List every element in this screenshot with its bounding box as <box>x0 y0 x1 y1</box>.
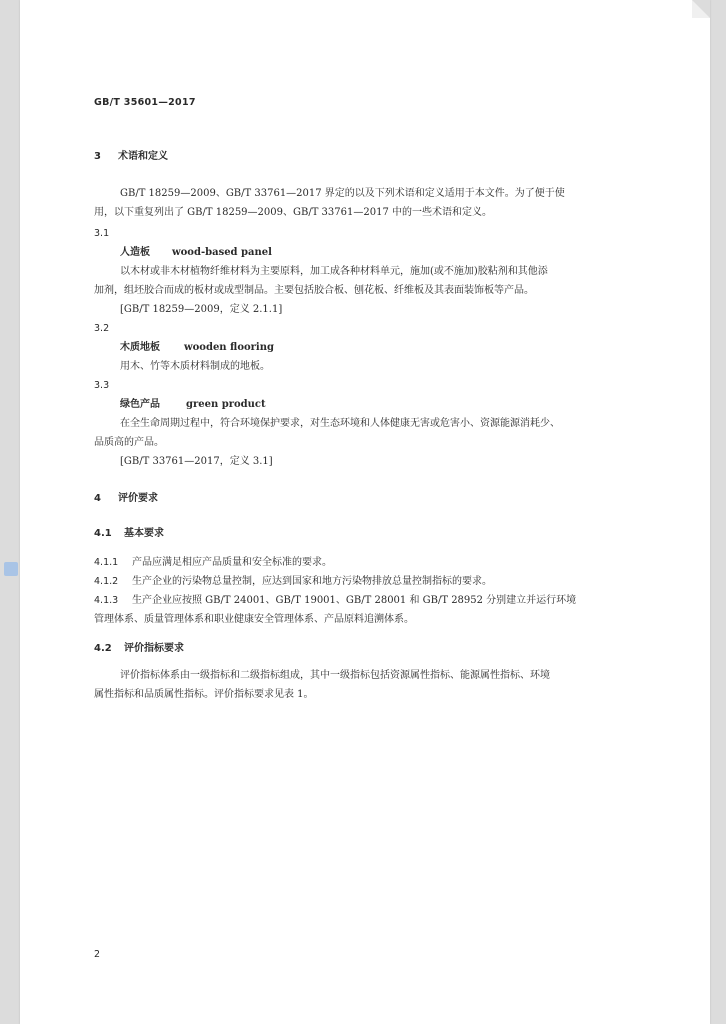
term-3-2-cn: 木质地板 <box>120 342 160 353</box>
section-4-title: 评价要求 <box>118 493 158 504</box>
term-3-3-def-line-2: 品质高的产品。 <box>94 437 164 448</box>
item-4-1-3-text-line-1: 生产企业应按照 GB/T 24001、GB/T 19001、GB/T 28001 和 GB/T 28952 分别建立并运行环境 <box>132 595 577 606</box>
term-3-1-def-line-1: 以木材或非木材植物纤维材料为主要原料，加工成各种材料单元，施加(或不施加)胶粘剂和其他添 <box>120 266 548 277</box>
document-page <box>20 0 710 1024</box>
page-number: 2 <box>94 949 101 960</box>
standard-header: GB/T 35601—2017 <box>94 97 196 108</box>
item-4-1-3-text-line-2: 管理体系、质量管理体系和职业健康安全管理体系、产品原料追溯体系。 <box>94 614 414 625</box>
section-4-1-title: 基本要求 <box>124 528 164 539</box>
side-tab-marker[interactable] <box>4 562 18 576</box>
intro-line-1: GB/T 18259—2009、GB/T 33761—2017 界定的以及下列术语和定义适用于本文件。为了便于使 <box>120 188 565 199</box>
item-4-1-3-number: 4.1.3 <box>94 595 119 606</box>
term-3-3-cn: 绿色产品 <box>120 399 160 410</box>
section-3-title: 术语和定义 <box>118 151 168 162</box>
section-4-number: 4 <box>94 493 101 504</box>
term-3-1-source: [GB/T 18259—2009，定义 2.1.1] <box>120 304 283 315</box>
section-4-1-number: 4.1 <box>94 528 112 539</box>
section-4-2-para-line-2: 属性指标和品质属性指标。评价指标要求见表 1。 <box>94 689 314 700</box>
item-4-1-1-text: 产品应满足相应产品质量和安全标准的要求。 <box>132 557 332 568</box>
term-3-3-def-line-1: 在全生命周期过程中，符合环境保护要求，对生态环境和人体健康无害或危害小、资源能源消耗少、 <box>120 418 560 429</box>
section-3-number: 3 <box>94 151 101 162</box>
item-4-1-1-number: 4.1.1 <box>94 557 119 568</box>
term-3-2-number: 3.2 <box>94 323 110 334</box>
term-3-3-en: green product <box>186 399 266 410</box>
section-4-2-number: 4.2 <box>94 643 112 654</box>
section-4-2-para-line-1: 评价指标体系由一级指标和二级指标组成，其中一级指标包括资源属性指标、能源属性指标、环境 <box>120 670 550 681</box>
term-3-2-def-line-1: 用木、竹等木质材料制成的地板。 <box>120 361 270 372</box>
term-3-1-def-line-2: 加剂，组坯胶合而成的板材或成型制品。主要包括胶合板、刨花板、纤维板及其表面装饰板等产品。 <box>94 285 534 296</box>
term-3-1-en: wood-based panel <box>172 247 272 258</box>
intro-line-2: 用，以下重复列出了 GB/T 18259—2009、GB/T 33761—2017 中的一些术语和定义。 <box>94 207 492 218</box>
term-3-3-source: [GB/T 33761—2017，定义 3.1] <box>120 456 273 467</box>
item-4-1-2-number: 4.1.2 <box>94 576 119 587</box>
term-3-2-en: wooden flooring <box>184 342 274 353</box>
term-3-1-number: 3.1 <box>94 228 110 239</box>
section-4-2-title: 评价指标要求 <box>124 643 184 654</box>
term-3-1-cn: 人造板 <box>120 247 150 258</box>
item-4-1-2-text: 生产企业的污染物总量控制，应达到国家和地方污染物排放总量控制指标的要求。 <box>132 576 492 587</box>
page-corner <box>692 0 710 18</box>
term-3-3-number: 3.3 <box>94 380 110 391</box>
